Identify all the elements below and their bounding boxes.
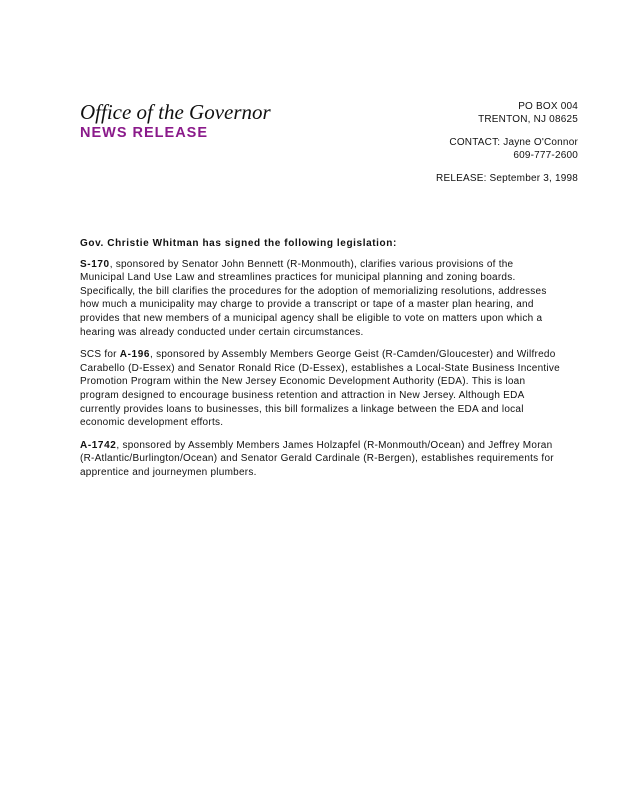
- bill-paragraph: [80, 439, 560, 480]
- contact-name: CONTACT: Jayne O'Connor: [449, 137, 578, 148]
- bill-prefix: SCS for: [80, 349, 120, 361]
- bill-description: , sponsored by Assembly Members James Holzapfel (R-Monmouth/Ocean) and Jeffrey Moran (R-Atlantic/Burlington/Ocean) and Senator Gerald Cardinale (R-Bergen), establishes requirements for apprentice and journeymen plumbers.: [80, 439, 554, 478]
- contact-phone: 609-777-2600: [513, 149, 578, 161]
- address-line-2: TRENTON, NJ 08625: [478, 113, 578, 125]
- release-body: [80, 237, 560, 489]
- office-title: Office of the Governor: [80, 100, 271, 124]
- release-date: RELEASE: September 3, 1998: [436, 173, 578, 184]
- bill-paragraph: [80, 258, 560, 340]
- bill-paragraph: [80, 348, 560, 430]
- intro-heading: Gov. Christie Whitman has signed the following legislation:: [80, 238, 397, 249]
- letterhead: [80, 100, 271, 141]
- bill-description: , sponsored by Assembly Members George Geist (R-Camden/Gloucester) and Wilfredo Carabello (D-Essex) and Senator Ronald Rice (D-Essex), establishes a Local-State Business Incentive Promotion Program within the New Jersey Economic Development Authority (EDA). This is loan program designed to encourage business retention and attraction in New Jersey. Although EDA currently provides loans to businesses, this bill formalizes a linkage between the EDA and local economic development efforts.: [80, 349, 560, 429]
- bill-description: , sponsored by Senator John Bennett (R-Monmouth), clarifies various provisions of the Municipal Land Use Law and streamlines practices for municipal planning and zoning boards. Specifically, the bill clarifies the procedures for the adoption of memorializing resolutions, addresses how much a municipality may charge to provide a transcript or tape of a master plan hearing, and provides that new members of a municipal agency shall be eligible to vote on matters upon which a hearing was already conducted under certain circumstances.: [80, 258, 547, 338]
- bill-code: A-1742: [80, 439, 117, 451]
- bill-code: S-170: [80, 258, 110, 270]
- address-line-1: PO BOX 004: [518, 101, 578, 112]
- news-release-label: NEWS RELEASE: [80, 125, 209, 141]
- bill-code: A-196: [119, 349, 151, 361]
- contact-block: [436, 101, 578, 186]
